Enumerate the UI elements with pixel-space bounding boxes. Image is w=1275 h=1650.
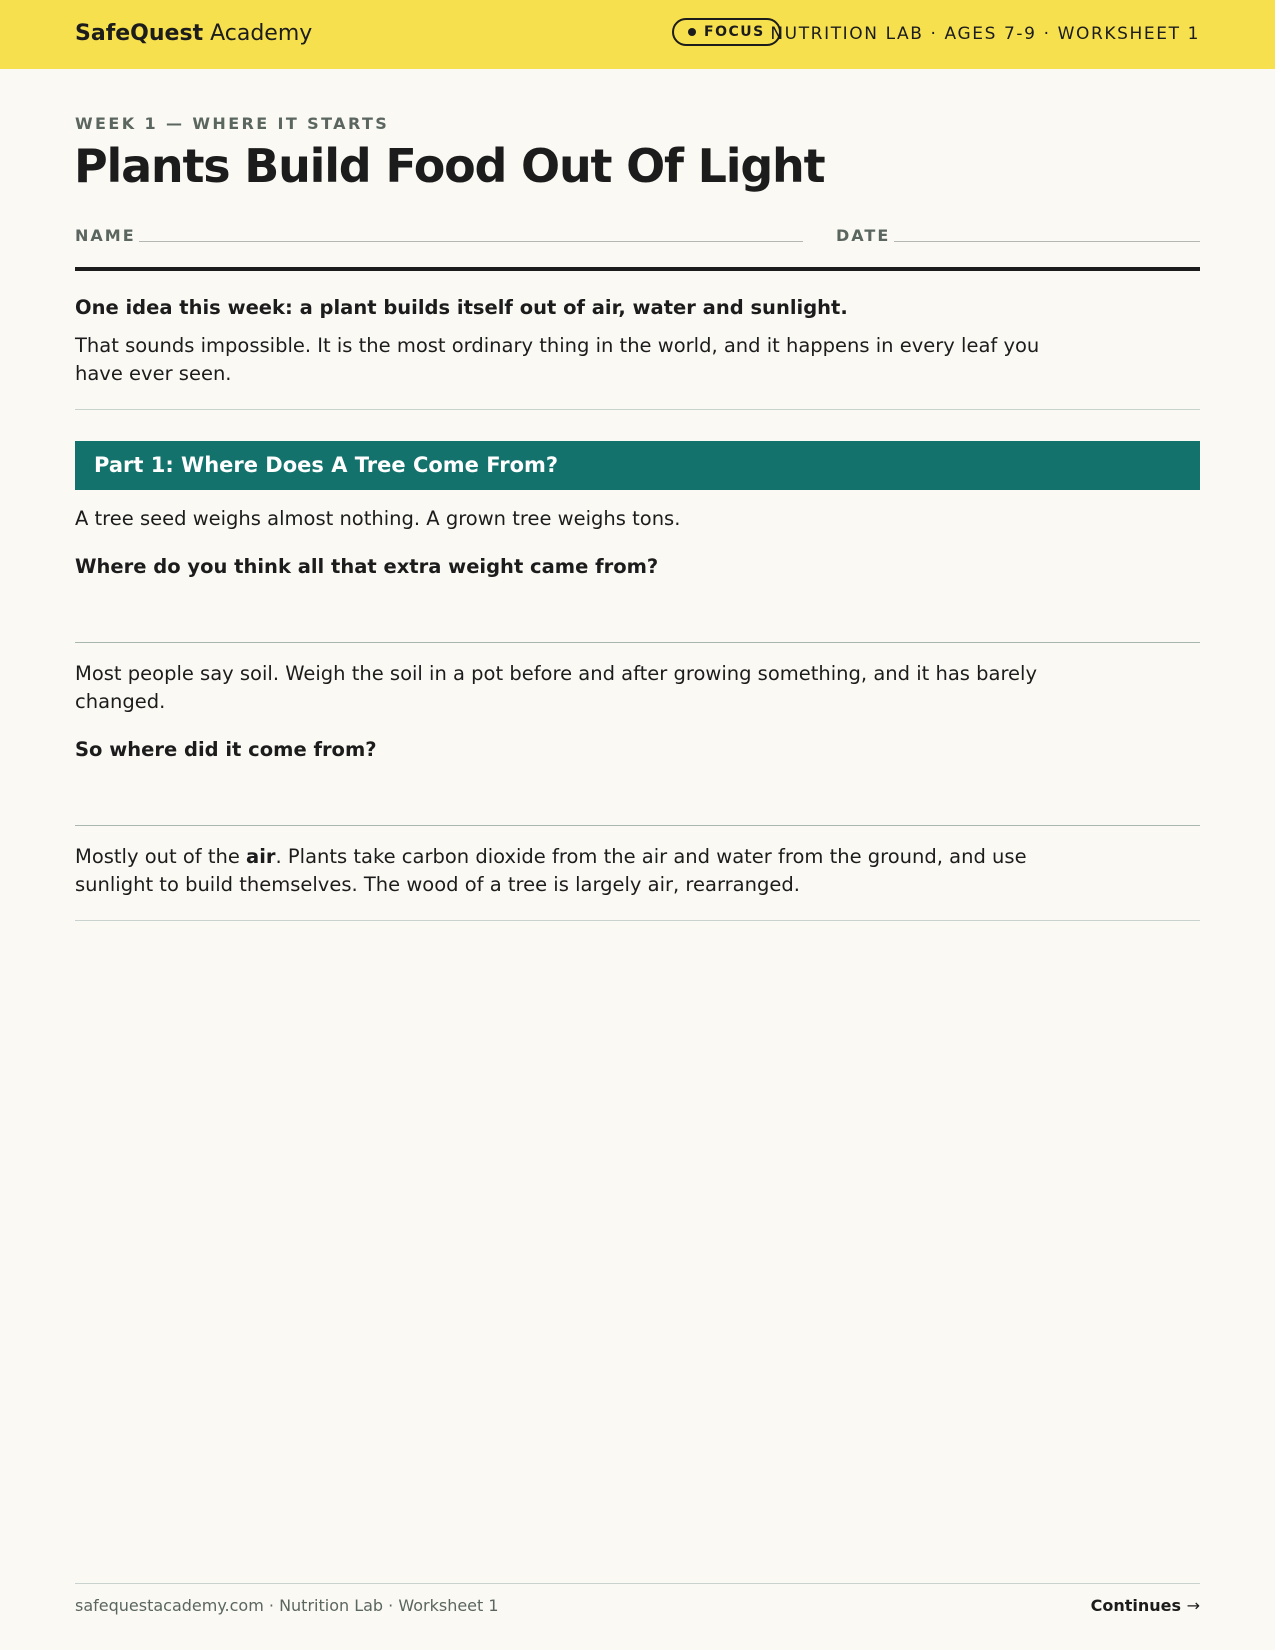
big-idea-body: That sounds impossible. It is the most ordinary thing in the world, and it happens in every leaf you have ever seen. xyxy=(75,334,1040,385)
name-field[interactable] xyxy=(139,241,803,242)
header-bar xyxy=(0,0,1275,69)
continues-label: Continues xyxy=(1090,1596,1182,1615)
section-divider xyxy=(75,409,1200,410)
focus-badge[interactable] xyxy=(672,18,781,46)
brand-logo[interactable] xyxy=(75,20,312,48)
name-label: NAME xyxy=(75,226,136,245)
continues-link[interactable] xyxy=(1091,1596,1200,1615)
answer-line-2[interactable] xyxy=(75,825,1200,826)
answer-line-1[interactable] xyxy=(75,642,1200,643)
focus-label: FOCUS xyxy=(704,24,765,40)
dot-icon xyxy=(688,28,696,36)
answer-text-start: Mostly out of the xyxy=(75,845,247,868)
section-end-divider xyxy=(75,920,1200,921)
footer-source: safequestacademy.com · Nutrition Lab · Worksheet 1 xyxy=(75,1596,499,1615)
arrow-right-icon: → xyxy=(1186,1596,1200,1615)
date-field[interactable] xyxy=(894,241,1200,242)
answer-text-end: . Plants take carbon dioxide from the air and water from the ground, and use sunlight to build themselves. The wood of a tree is largely air, rearranged. xyxy=(75,845,1027,896)
header-divider xyxy=(75,267,1200,271)
week-eyebrow: WEEK 1 — WHERE IT STARTS xyxy=(75,114,390,133)
part-1-intro: A tree seed weighs almost nothing. A grown tree weighs tons. xyxy=(75,507,681,530)
part-1-soil-text: Most people say soil. Weigh the soil in a pot before and after growing something, and it has barely changed. xyxy=(75,662,1038,713)
brand-name-strong: SafeQuest xyxy=(75,21,204,46)
answer-keyword-air: air xyxy=(246,845,276,868)
date-label: DATE xyxy=(836,226,891,245)
page-title: Plants Build Food Out Of Light xyxy=(74,139,825,193)
brand-name-light: Academy xyxy=(210,21,313,46)
question-2: So where did it come from? xyxy=(75,738,377,761)
footer-divider xyxy=(75,1583,1200,1584)
worksheet-meta: NUTRITION LAB · AGES 7-9 · WORKSHEET 1 xyxy=(770,24,1200,44)
part-1-heading: Part 1: Where Does A Tree Come From? xyxy=(75,441,1200,490)
question-1: Where do you think all that extra weight came from? xyxy=(75,555,659,578)
big-idea-headline: One idea this week: a plant builds itself out of air, water and sunlight. xyxy=(75,296,848,319)
part-1-answer-text xyxy=(75,843,1065,899)
